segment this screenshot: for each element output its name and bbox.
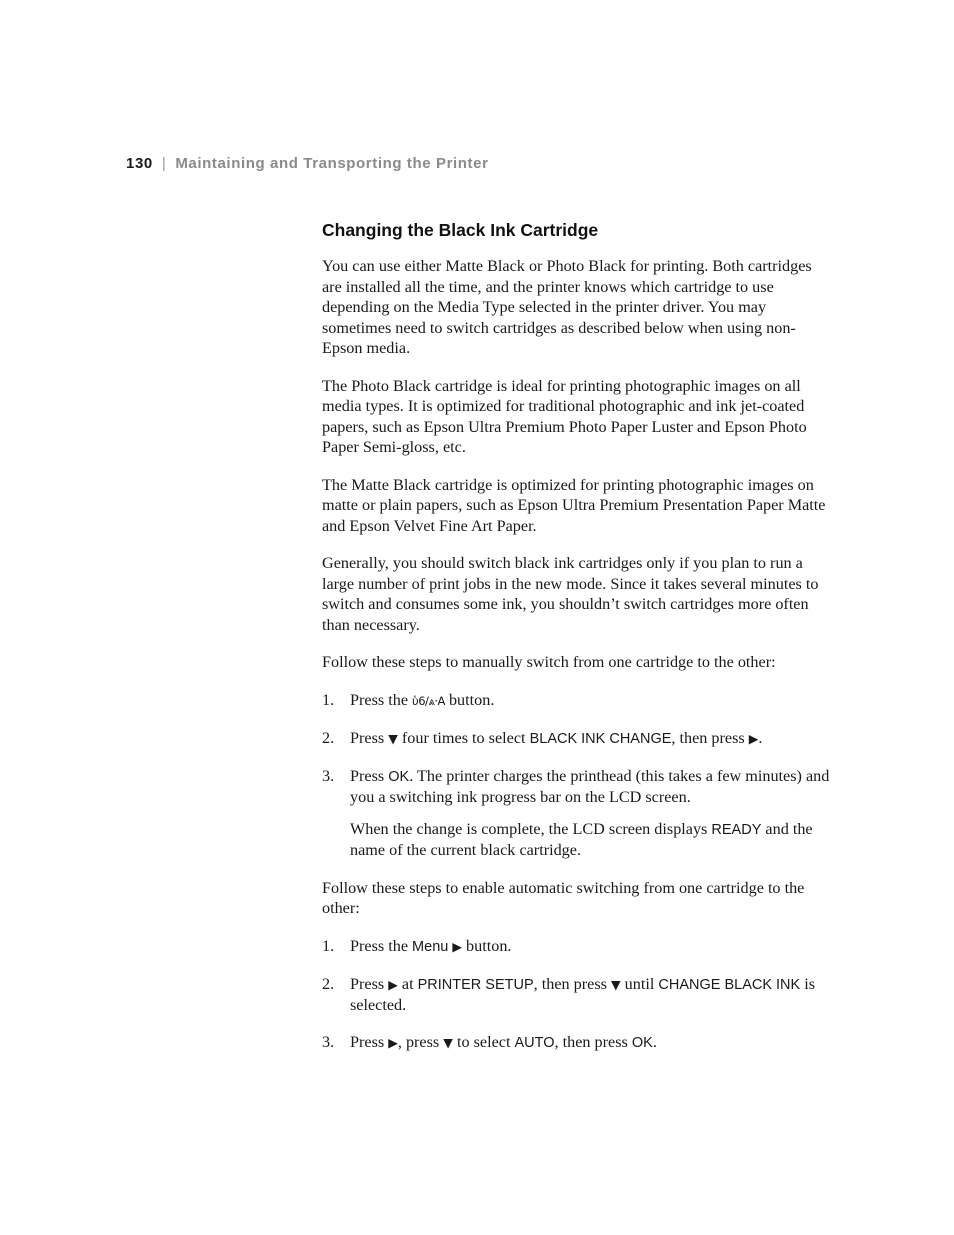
step-number: 1. xyxy=(322,690,335,709)
step-number: 3. xyxy=(322,766,335,785)
paragraph-auto-intro: Follow these steps to enable automatic switching from one cartridge to the other: xyxy=(322,878,805,917)
ink-switch-button-icon: ὑ6/⩓·A xyxy=(412,693,445,708)
list-item: 2. Press ▶ at PRINTER SETUP, then press ▼ until CHANGE BLACK INK is selected. xyxy=(322,974,816,1014)
auto-steps-list xyxy=(322,936,830,1054)
list-item: 3. Press OK. The printer charges the printhead (this takes a few minutes) and you a switching ink progress bar on the LCD screen. When the change is complete, the LCD screen displays READY and the name of the current black cartridge. xyxy=(322,766,830,859)
step-number: 2. xyxy=(322,974,335,993)
right-arrow-icon: ▶ xyxy=(748,730,759,746)
manual-steps-list xyxy=(322,690,830,861)
header-separator: | xyxy=(161,155,167,172)
step-number: 3. xyxy=(322,1033,335,1051)
lcd-text: AUTO xyxy=(514,1035,555,1051)
chapter-title: Maintaining and Transporting the Printer xyxy=(175,155,489,172)
paragraph-intro: You can use either Matte Black or Photo Black for printing. Both cartridges are installed all the time, and the printer knows which cartridge to use depending on the Media Type selected in the printer driver. You may sometimes need to switch cartridges as described below when using non-Epson media. xyxy=(322,257,812,357)
step-note: When the change is complete, the LCD screen displays READY and the name of the current black cartridge. xyxy=(350,819,813,859)
lcd-text: OK xyxy=(631,1035,653,1051)
right-arrow-icon: ▶ xyxy=(388,1035,398,1050)
lcd-text: PRINTER SETUP xyxy=(417,976,534,993)
main-content xyxy=(322,219,830,1071)
right-arrow-icon: ▶ xyxy=(388,976,398,992)
step-number: 1. xyxy=(322,936,335,955)
paragraph-matte-black: The Matte Black cartridge is optimized for printing photographic images on matte or plain papers, such as Epson Ultra Premium Presentation Paper Matte and Epson Velvet Fine Art Paper. xyxy=(322,475,826,535)
lcd-text: Menu xyxy=(412,938,449,955)
list-item: 2. Press ▼ four times to select BLACK INK CHANGE, then press ▶. xyxy=(322,728,763,747)
right-arrow-icon: ▶ xyxy=(452,938,462,954)
down-arrow-icon: ▼ xyxy=(388,730,398,746)
down-arrow-icon: ▼ xyxy=(610,976,621,992)
section-title: Changing the Black Ink Cartridge xyxy=(322,220,599,240)
lcd-text: OK xyxy=(388,768,410,785)
page-number: 130 xyxy=(126,155,153,172)
list-item: 3. Press ▶, press ▼ to select AUTO, then press OK. xyxy=(322,1033,657,1051)
paragraph-photo-black: The Photo Black cartridge is ideal for printing photographic images on all media types. It is optimized for traditional photographic and ink jet-coated papers, such as Epson Ultra Premium Photo Paper Luster and Epson Photo Paper Semi-gloss, etc. xyxy=(322,376,807,456)
lcd-text: READY xyxy=(711,821,762,838)
paragraph-manual-intro: Follow these steps to manually switch from one cartridge to the other: xyxy=(322,653,776,671)
list-item: 1. Press the ὑ6/⩓·A button. xyxy=(322,690,495,709)
running-header xyxy=(126,155,489,172)
lcd-text: BLACK INK CHANGE xyxy=(529,730,672,747)
paragraph-generally: Generally, you should switch black ink cartridges only if you plan to run a large number of print jobs in the new mode. Since it takes several minutes to switch and consumes some ink, you shouldn’t switch cartridges more often than necessary. xyxy=(322,554,819,634)
step-number: 2. xyxy=(322,728,335,747)
list-item: 1. Press the Menu ▶ button. xyxy=(322,936,512,955)
down-arrow-icon: ▼ xyxy=(443,1035,453,1050)
lcd-text: CHANGE BLACK INK xyxy=(658,976,801,993)
